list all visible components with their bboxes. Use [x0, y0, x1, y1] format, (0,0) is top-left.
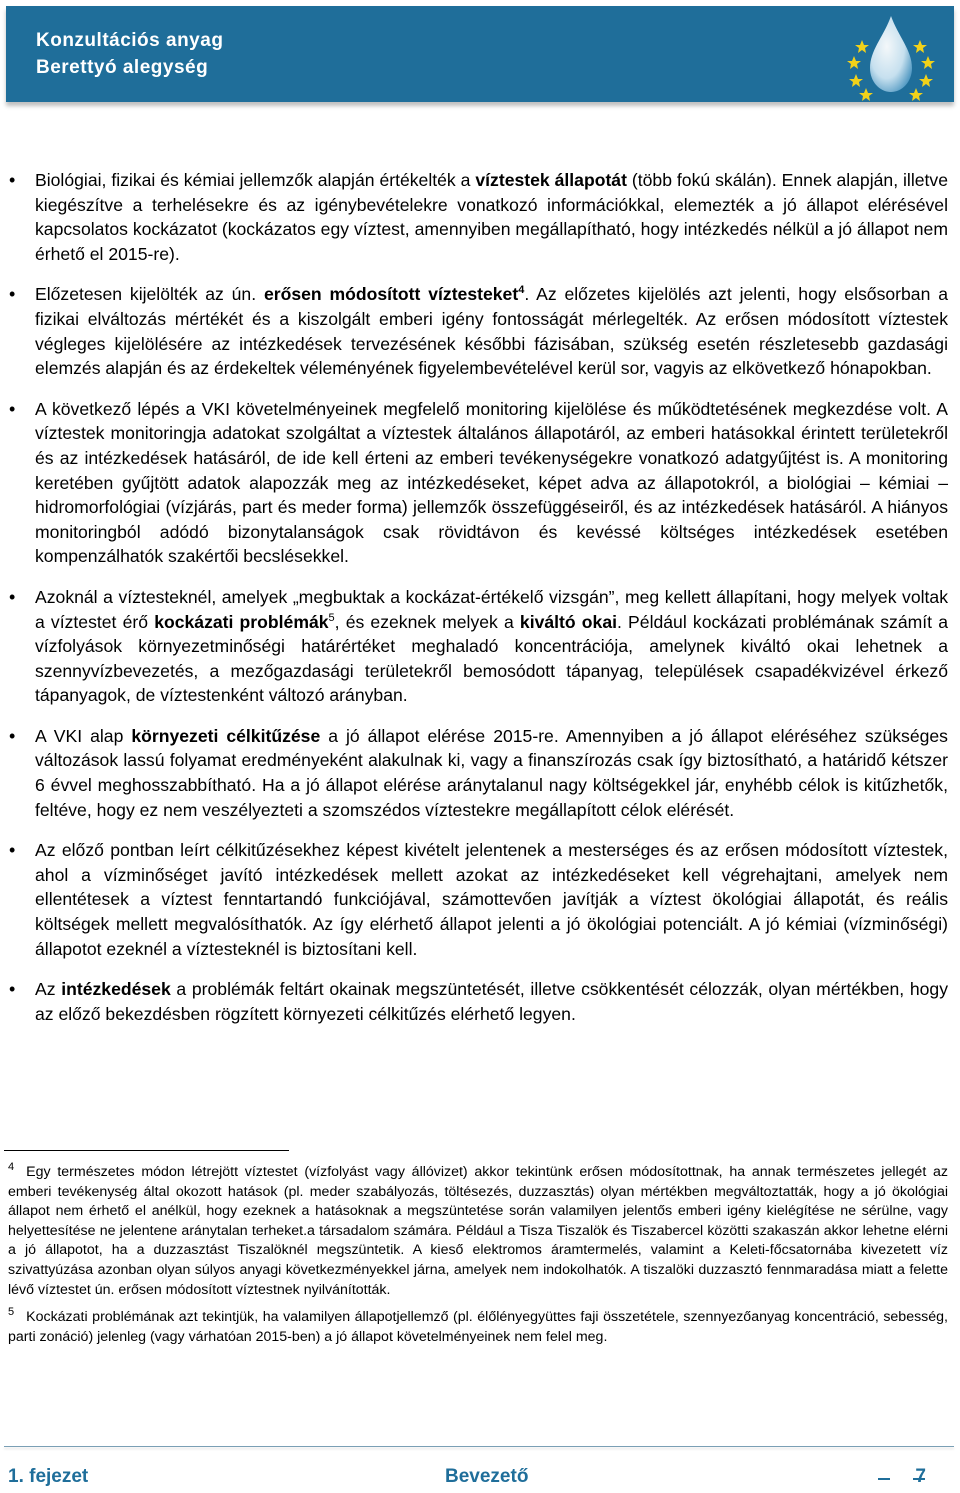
footnote — [8, 1163, 948, 1300]
bullet-item — [0, 838, 960, 961]
footnote-number: 4 — [8, 1161, 15, 1174]
bullet-text: . Például kockázati problémának számít a vízfolyások környezetminőségi határértéket meghaladó koncentrációja, amelynek kiváltó okai lehetnek a szennyvízbevezetés, a mezőgazdasági területekről bemosódott tápanyag, települések csapadékvizével érkező tápanyagok, de víztestenként változó arányban. — [35, 611, 948, 706]
footnotes — [8, 1163, 948, 1355]
footer-dash-right — [913, 1478, 925, 1480]
bullet-text: Előzetesen kijelölték az ún. — [35, 284, 264, 305]
bullet-text: a problémák feltárt okainak megszüntetését, illetve csökkentését célozzák, olyan mértékben, hogy az előző bekezdésben rögzített környezeti célkitűzés elérhető legyen. — [35, 979, 948, 1024]
bullet-text: a jó állapot elérése 2015-re. Amennyiben a jó állapot eléréséhez szükséges változások lassú folyamat eredményeként alakulnak ki, vagy a finanszírozás csak így biztosítható, a határidő kétszer 6 évvel meghosszabbítható. Ha a jó állapot elérése aránytalanul nagy költségekkel jár, enyhébb célok is kitűzhetők, feltéve, hogy ez nem veszélyezteti a szomszédos víztestekre megállapított célok elérését. — [35, 725, 948, 820]
bullet-item — [0, 168, 960, 266]
bullet-text: kiváltó okai — [519, 611, 618, 632]
bullet-item — [0, 282, 960, 380]
bullet-text: A következő lépés a VKI követelményeinek megfelelő monitoring kijelölése és működtetésének megkezdése volt. A víztestek monitoringja adatokat szolgáltat a víztestek általános állapotáról, az emberi hatásokkal érintett területekről és az intézkedések hatásáról, de ide kell érteni az emberi tevékenységekre vonatkozó adatgyűjtést is. A monitoring keretében gyűjtött adatok alapozzák meg az intézkedéseket, képet adva az állapotokról, a biológiai – kémiai – hidromorfológiai (vízjárás, part és meder forma) jellemzők összefüggéseiről, és az intézkedések hatásáról. A hiányos monitoringból adódó bizonytalanságok csak rövidtávon és kevéssé költséges intézkedések esetében kompenzálhatók szakértői becslésekkel. — [35, 398, 948, 567]
bullet-text: . Az előzetes kijelölés azt jelenti, hogy elsősorban a fizikai elváltozás mértékét és a kiszolgált emberi igény fontosságát mérlegelték. Az erősen módosított víztestek végleges kijelölésére az intézkedések tervezésének későbbi fázisában, szükség esetén részletesebb gazdasági elemzés alapján és az érdekeltek véleményének figyelembevételével kerül sor, vagyis az elkövetkező hónapokban. — [35, 284, 948, 379]
bullet-text: Az előző pontban leírt célkitűzésekhez képest kivételt jelentenek a mesterséges és az erősen módosított víztestek, ahol a vízminőséget javító intézkedések mellett azokat az intézkedéseket kell végrehajtani, amelyek nem ellentétesek a víztest fenntartandó funkciójával, számottevően javítják a víztest ökológiai állapotát, és reális költségek mellett megvalósíthatók. Az így elérhető állapot jelenti a jó ökológiai potenciált. A jó kémiai (vízminőségi) állapotot ezeknél a víztesteknél is biztosítani kell. — [35, 840, 948, 959]
bullet-list — [0, 168, 960, 1026]
eu-water-drop-stars-logo-icon — [796, 10, 946, 102]
bullet-item — [0, 977, 960, 1026]
footer-section: Bevezető — [445, 1466, 529, 1487]
bullet-text: , és ezeknek melyek a — [334, 611, 520, 632]
footnote-ref: 4 — [518, 284, 525, 297]
footnote-text: Egy természetes módon létrejött víztestet (vízfolyást vagy állóvizet) akkor tekintünk erősen módosítottnak, ha annak természetes jellegét az emberi tevékenység által okozott hatások (pl. meder szabályozás, töltésezés, duzzasztás) olyan mértékben megváltoztatták, hogy a jó ökológiai állapot nem érhető el anélkül, hogy ezeknek a hatásoknak a megszüntetése során valamilyen jelentős emberi igény kielégítése ne sérülne, vagy helyettesítése ne jelentene aránytalan terheket.a társadalom számára. Például a Tisza Tiszalök és Tiszabercel közötti szakaszán akkor lehetne elérni a jó állapotot, ha a duzzasztást Tiszalöknél megszüntetik. A kieső elektromos áramtermelés, valamint a Keleti-főcsatornába kivezetett víz szivattyúzása azonban olyan súlyos anyagi következményekkel járna, amelyek nem indokolhatók. A tiszalöki duzzasztó fennmaradása miatt a felette lévő víztestet ún. erősen módosított víztestnek nyilvánították. — [8, 1164, 948, 1298]
footer-chapter: 1. fejezet — [8, 1466, 89, 1487]
bullet-text: környezeti célkitűzése — [131, 725, 321, 746]
bullet-text: Azoknál a víztesteknél, amelyek „megbuktak a kockázat-értékelő vizsgán”, meg kellett állapítani, hogy melyek voltak a víztestet érő — [35, 586, 948, 632]
bullet-item — [0, 585, 960, 708]
header-title: Konzultációs anyag — [36, 30, 224, 51]
bullet-text: kockázati problémák — [154, 611, 329, 632]
main-content — [0, 168, 960, 1042]
bullet-text: Biológiai, fizikai és kémiai jellemzők alapján értékelték a — [35, 170, 476, 190]
bullet-text: erősen módosított víztesteket — [263, 284, 519, 305]
bullet-text: víztestek állapotát — [475, 170, 627, 190]
bullet-text: intézkedések — [61, 979, 171, 1000]
footnote — [8, 1308, 948, 1347]
bullet-text: (több fokú skálán). Ennek alapján, illetve kiegészítve a terhelésekre és az igénybevételekre vonatkozó információkkal, elemezték a jó állapot elérésével kapcsolatos kockázatot (kockázatos egy víztest, amennyiben megállapítható, hogy intézkedés nélkül a jó állapot nem érhető el 2015-re). — [35, 170, 948, 264]
header-subtitle: Berettyó alegység — [36, 57, 209, 78]
bullet-text: A VKI alap — [35, 725, 132, 746]
footer-page-number: 7 — [915, 1466, 926, 1487]
bullet-text: Az — [35, 979, 62, 1000]
bullet-item — [0, 397, 960, 569]
header-bar — [6, 6, 954, 102]
footnote-number: 5 — [8, 1306, 15, 1319]
footnote-ref: 5 — [328, 611, 335, 624]
bullet-item — [0, 724, 960, 822]
footnote-text: Kockázati problémának azt tekintjük, ha valamilyen állapotjellemző (pl. élőlényegyüttes faji összetétele, szennyezőanyag koncentráció, sebesség, parti zonáció) jelenleg (vagy várhatóan 2015-ben) a jó állapot követelményeinek nem felel meg. — [8, 1309, 948, 1345]
footer-dash-left — [878, 1478, 890, 1480]
footer-separator — [4, 1446, 954, 1447]
footnote-separator — [4, 1150, 289, 1151]
